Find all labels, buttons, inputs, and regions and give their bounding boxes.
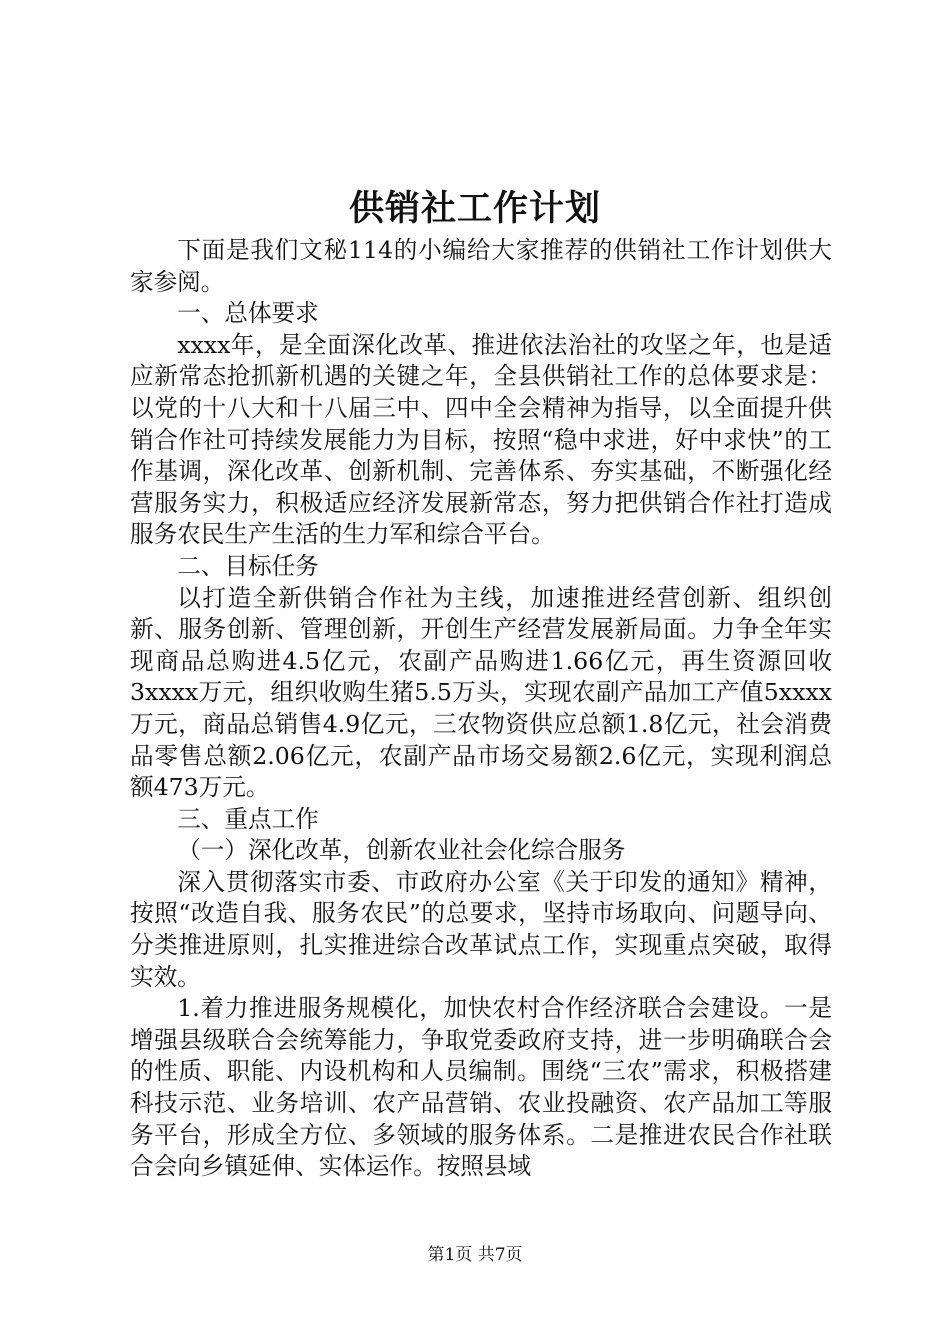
document-body (130, 235, 832, 1183)
reform-paragraph: 深入贯彻落实市委、市政府办公室《关于印发的通知》精神，按照“改造自我、服务农民”的总要求，坚持市场取向、问题导向、分类推进原则，扎实推进综合改革试点工作，实现重点突破，取得实效。 (130, 867, 832, 991)
section-heading-targets: 二、目标任务 (177, 551, 319, 580)
section-heading-overall-requirements: 一、总体要求 (177, 299, 319, 328)
targets-paragraph: 以打造全新供销合作社为主线，加速推进经营创新、组织创新、服务创新、管理创新，开创生产经营发展新局面。力争全年实现商品总购进4.5亿元，农副产品购进1.66亿元，再生资源回收3xxxx万元，组织收购生猪5.5万头，实现农副产品加工产值5xxxx万元，商品总销售4.9亿元，三农物资供应总额1.8亿元，社会消费品零售总额2.06亿元，农副产品市场交易额2.6亿元，实现利润总额473万元。 (130, 583, 832, 802)
page-footer: 第1页 共7页 (427, 1245, 523, 1265)
service-scale-paragraph: 1.着力推进服务规模化，加快农村合作经济联合会建设。一是增强县级联合会统筹能力，争取党委政府支持，进一步明确联合会的性质、职能、内设机构和人员编制。围绕“三农”需求，积极搭建科技示范、业务培训、农产品营销、农业投融资、农产品加工等服务平台，形成全方位、多领域的服务体系。二是推进农民合作社联合会向乡镇延伸、实体运作。按照县域 (130, 994, 832, 1181)
document-title: 供销社工作计划 (348, 188, 601, 229)
intro-paragraph: 下面是我们文秘114的小编给大家推荐的供销社工作计划供大家参阅。 (130, 236, 832, 296)
overall-requirements-paragraph: xxxx年，是全面深化改革、推进依法治社的攻坚之年，也是适应新常态抢抓新机遇的关键之年，全县供销社工作的总体要求是：以党的十八大和十八届三中、四中全会精神为指导，以全面提升供销合作社可持续发展能力为目标，按照“稳中求进，好中求快”的工作基调，深化改革、创新机制、完善体系、夯实基础，不断强化经营服务实力，积极适应经济发展新常态，努力把供销合作社打造成服务农民生产生活的生力军和综合平台。 (130, 330, 832, 549)
section-heading-key-work: 三、重点工作 (177, 804, 319, 833)
subsection-heading-reform: （一）深化改革，创新农业社会化综合服务 (177, 836, 626, 865)
